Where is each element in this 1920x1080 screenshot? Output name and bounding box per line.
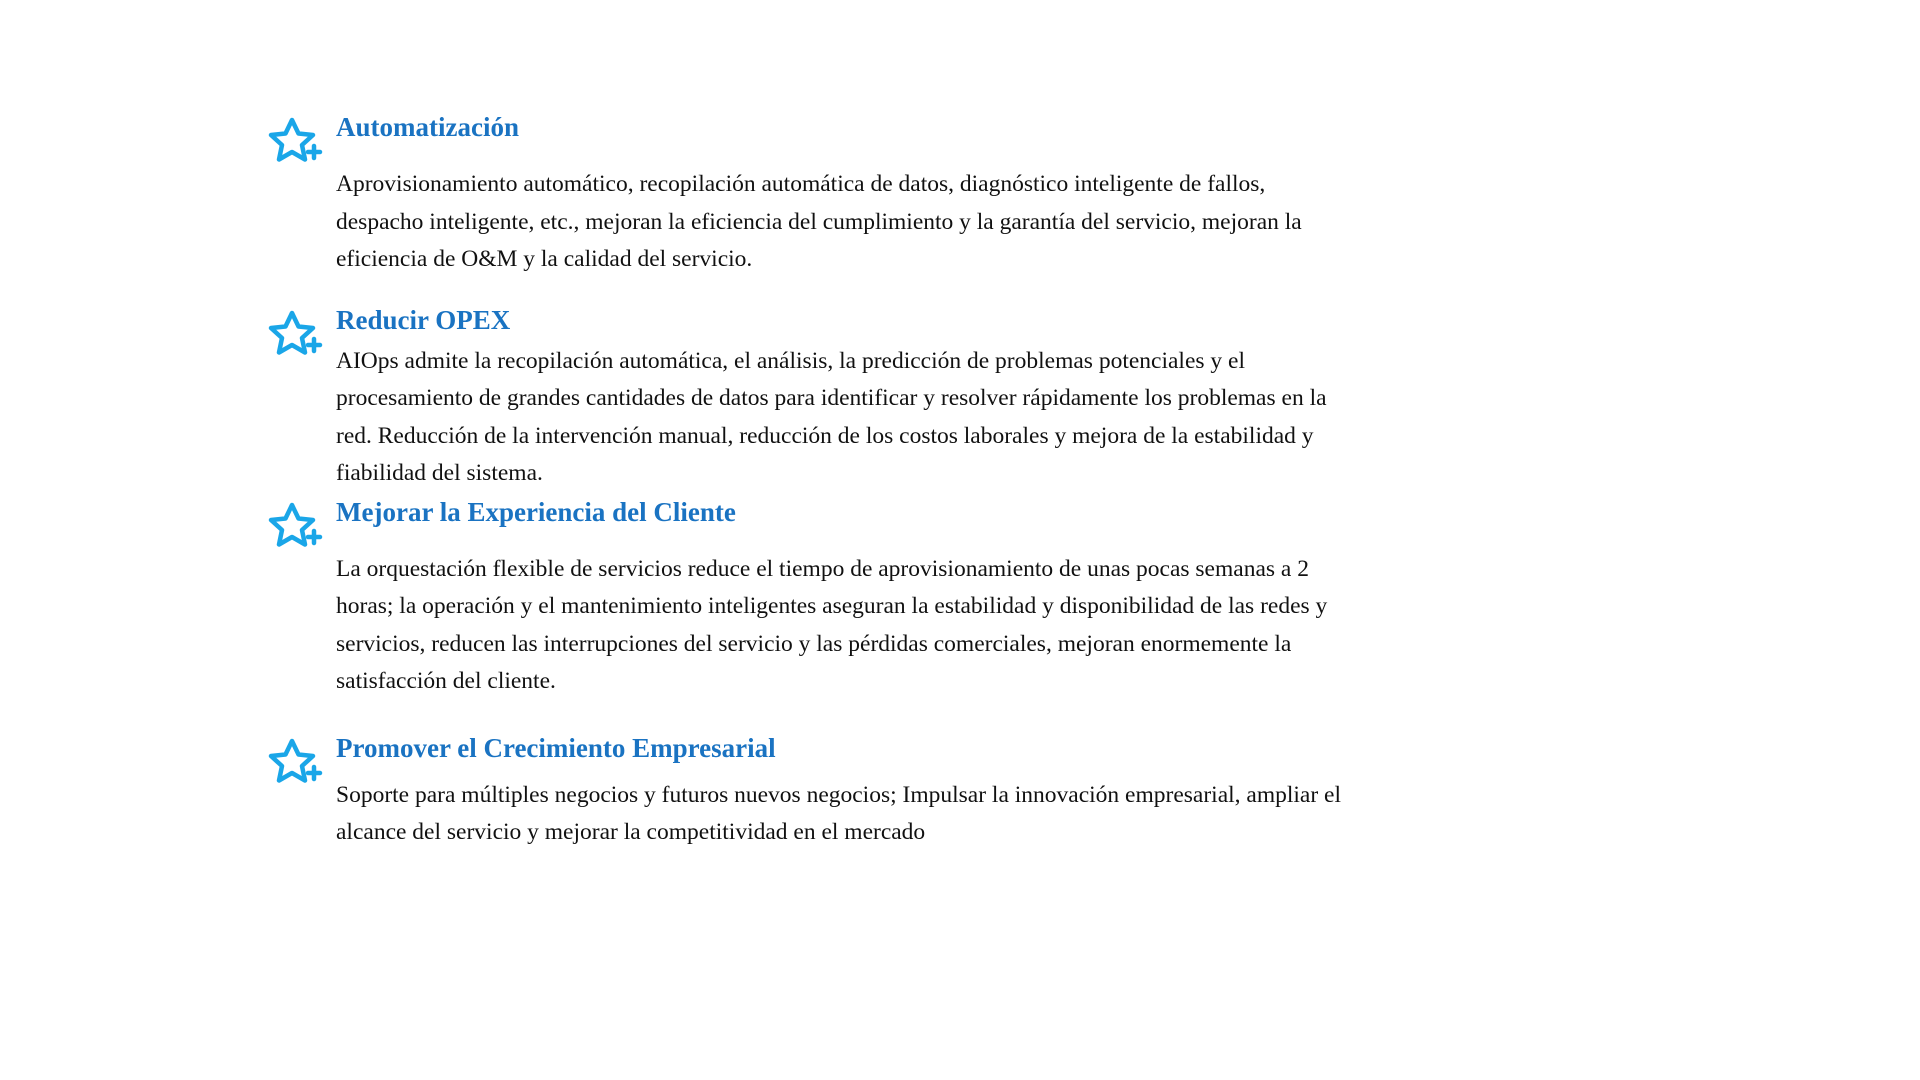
feature-automation <box>268 110 1368 279</box>
feature-title: Promover el Crecimiento Empresarial <box>336 732 776 763</box>
feature-description: Aprovisionamiento automático, recopilación automática de datos, diagnóstico inteligente de fallos, despacho inteligente, etc., mejoran la eficiencia del cumplimiento y la garantía del servicio, mejoran la eficiencia de O&M y la calidad del servicio. <box>336 171 1302 272</box>
star-plus-icon <box>268 116 328 168</box>
feature-reduce-opex <box>268 303 1368 493</box>
feature-list <box>268 110 1368 852</box>
star-plus-icon <box>268 309 328 361</box>
feature-customer-experience <box>268 495 1368 701</box>
star-plus-icon <box>268 737 328 789</box>
feature-title: Mejorar la Experiencia del Cliente <box>336 496 736 527</box>
star-plus-icon <box>268 501 328 553</box>
feature-description: Soporte para múltiples negocios y futuros nuevos negocios; Impulsar la innovación empresarial, ampliar el alcance del servicio y mejorar la competitividad en el mercado <box>336 781 1342 845</box>
feature-description: AIOps admite la recopilación automática, el análisis, la predicción de problemas potenciales y el procesamiento de grandes cantidades de datos para identificar y resolver rápidamente los problemas en la red. Reducción de la intervención manual, reducción de los costos laborales y mejora de la estabilidad y fiabilidad del sistema. <box>336 347 1327 486</box>
feature-title: Reducir OPEX <box>336 304 511 335</box>
feature-description: La orquestación flexible de servicios reduce el tiempo de aprovisionamiento de unas pocas semanas a 2 horas; la operación y el mantenimiento inteligentes aseguran la estabilidad y disponibilidad de las redes y servicios, reducen las interrupciones del servicio y las pérdidas comerciales, mejoran enormemente la satisfacción del cliente. <box>336 555 1328 694</box>
feature-title: Automatización <box>336 112 519 142</box>
feature-business-growth <box>268 731 1368 852</box>
